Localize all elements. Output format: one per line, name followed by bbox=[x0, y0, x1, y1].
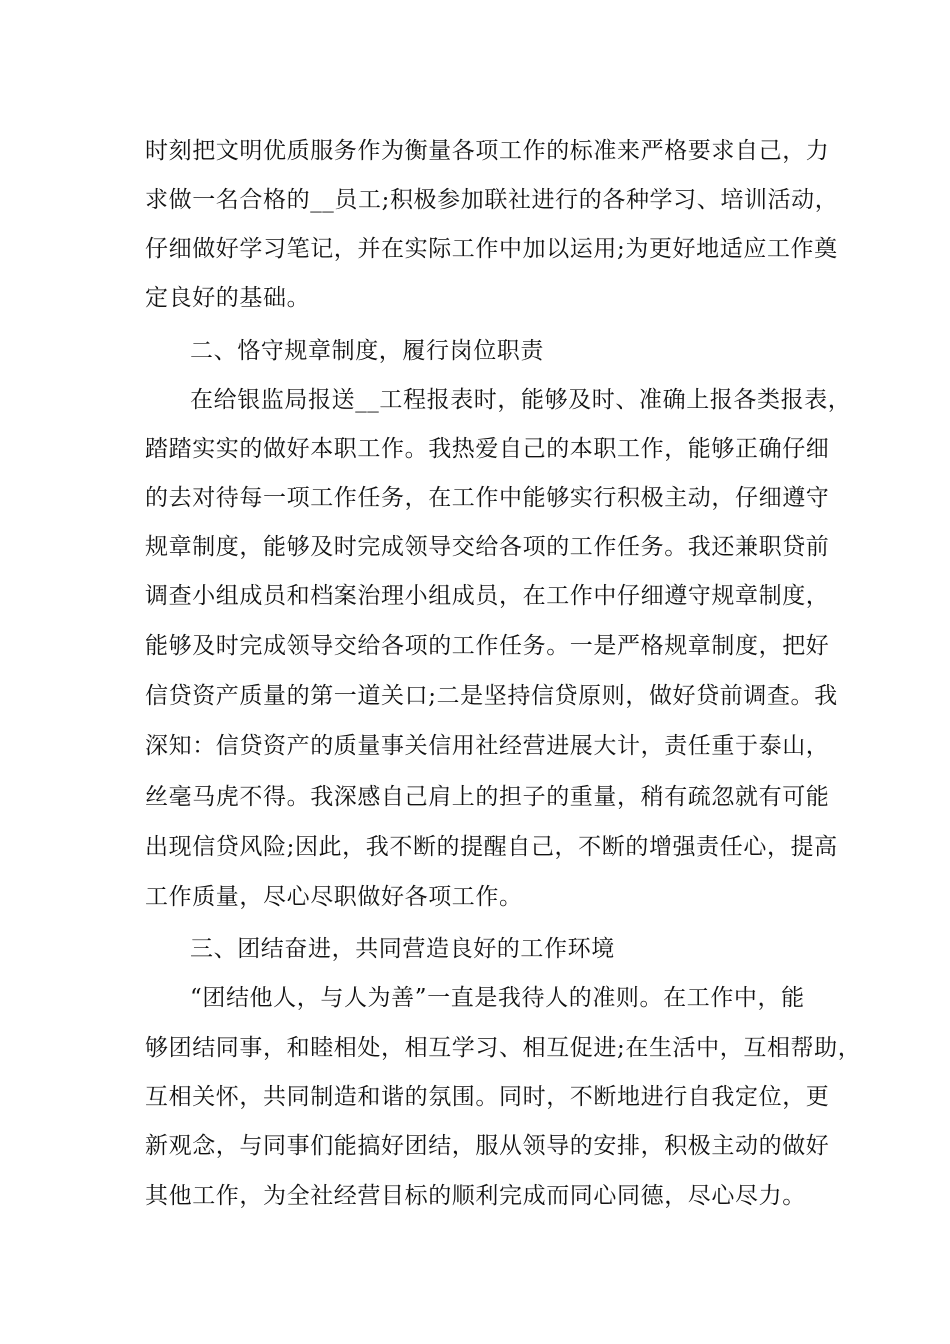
text-line: 定良好的基础。 bbox=[145, 285, 311, 311]
text-line: “团结他人，与人为善”一直是我待人的准则。在工作中，能 bbox=[190, 985, 805, 1011]
text-line: 工作质量，尽心尽职做好各项工作。 bbox=[145, 884, 523, 910]
text-line: 互相关怀，共同制造和谐的氛围。同时，不断地进行自我定位，更 bbox=[145, 1084, 830, 1110]
text-line: 信贷资产质量的第一道关口;二是坚持信贷原则，做好贷前调查。我 bbox=[145, 683, 838, 709]
text-line: 丝毫马虎不得。我深感自己肩上的担子的重量，稍有疏忽就有可能 bbox=[145, 784, 830, 810]
text-line: 仔细做好学习笔记，并在实际工作中加以运用;为更好地适应工作奠 bbox=[145, 236, 838, 262]
text-line: 其他工作，为全社经营目标的顺利完成而同心同德，尽心尽力。 bbox=[145, 1183, 806, 1209]
section-heading: 三、团结奋进，共同营造良好的工作环境 bbox=[190, 936, 615, 962]
text-line: 规章制度，能够及时完成领导交给各项的工作任务。我还兼职贷前 bbox=[145, 534, 830, 560]
text-line: 时刻把文明优质服务作为衡量各项工作的标准来严格要求自己，力 bbox=[145, 138, 830, 164]
text-line: 的去对待每一项工作任务，在工作中能够实行积极主动，仔细遵守 bbox=[145, 485, 830, 511]
text-line: 出现信贷风险;因此，我不断的提醒自己，不断的增强责任心，提高 bbox=[145, 834, 838, 860]
text-line: 踏踏实实的做好本职工作。我热爱自己的本职工作，能够正确仔细 bbox=[145, 436, 830, 462]
text-line: 调查小组成员和档案治理小组成员，在工作中仔细遵守规章制度， bbox=[145, 583, 830, 609]
text-line: 能够及时完成领导交给各项的工作任务。一是严格规章制度，把好 bbox=[145, 633, 830, 659]
text-line: 新观念，与同事们能搞好团结，服从领导的安排，积极主动的做好 bbox=[145, 1133, 830, 1159]
text-line: 在给银监局报送__工程报表时，能够及时、准确上报各类报表， bbox=[190, 387, 852, 413]
text-line: 够团结同事，和睦相处，相互学习、相互促进;在生活中，互相帮助， bbox=[145, 1035, 862, 1061]
section-heading: 二、恪守规章制度，履行岗位职责 bbox=[190, 338, 544, 364]
text-line: 深知：信贷资产的质量事关信用社经营进展大计，责任重于泰山， bbox=[145, 733, 830, 759]
text-line: 求做一名合格的__员工;积极参加联社进行的各种学习、培训活动， bbox=[145, 187, 839, 213]
